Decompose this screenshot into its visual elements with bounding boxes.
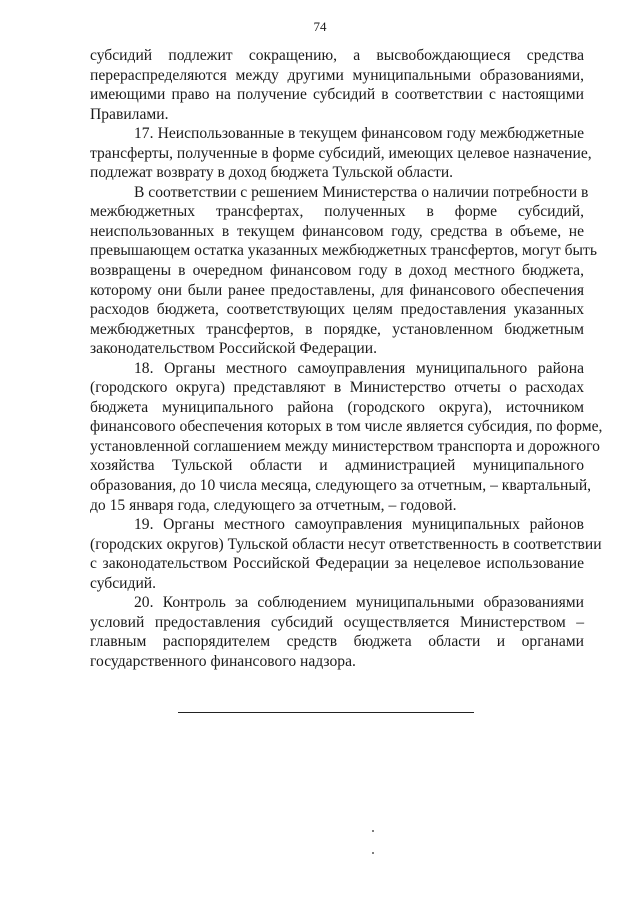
text-line: межбюджетных трансфертах, полученных в форме субсидий, — [90, 203, 584, 221]
paragraph-item-19 — [90, 515, 602, 593]
text-line: В соответствии с решением Министерства о наличии потребности в — [134, 183, 589, 201]
text-line: бюджета муниципального района (городского округа), источником — [90, 398, 584, 416]
text-line: субсидий. — [90, 574, 157, 592]
paragraph-continuation — [90, 46, 584, 124]
document-body — [90, 46, 603, 672]
text-line: государственного финансового надзора. — [90, 652, 356, 670]
text-line: 18. Органы местного самоуправления муниципального района — [134, 359, 584, 377]
text-line: (городского округа) представляют в Министерство отчеты о расходах — [90, 379, 584, 397]
text-line: превышающем остатка указанных межбюджетных трансфертов, могут быть — [90, 242, 597, 260]
end-of-text-rule — [178, 712, 474, 713]
text-line: финансового обеспечения которых в том числе является субсидия, по форме, — [90, 418, 603, 436]
text-line: хозяйства Тульской области и администрацией муниципального — [90, 457, 584, 475]
text-line: трансферты, полученные в форме субсидий, имеющих целевое назначение, — [90, 144, 592, 162]
text-line: с законодательством Российской Федерации за нецелевое использование — [90, 555, 584, 573]
text-line: расходов бюджета, соответствующих целям предоставления указанных — [90, 301, 584, 319]
text-line: до 15 января года, следующего за отчетным, – годовой. — [90, 496, 457, 514]
paragraph-item-18 — [90, 359, 603, 515]
paragraph-item-17 — [90, 124, 592, 183]
page-number: 74 — [313, 19, 327, 34]
text-line: субсидий подлежит сокращению, а высвобождающиеся средства — [90, 47, 584, 64]
paragraph-item-20 — [90, 593, 584, 671]
text-line: Правилами. — [90, 105, 169, 123]
text-line: перераспределяются между другими муниципальными образованиями, — [90, 66, 584, 84]
text-line: имеющими право на получение субсидий в соответствии с настоящими — [90, 86, 584, 104]
text-line: возвращены в очередном финансовом году в доход местного бюджета, — [90, 262, 584, 280]
text-line: которому они были ранее предоставлены, для финансового обеспечения — [90, 281, 584, 299]
text-line: 17. Неиспользованные в текущем финансовом году межбюджетные — [134, 125, 584, 143]
text-line: условий предоставления субсидий осуществляется Министерством – — [90, 613, 584, 631]
scan-speck — [372, 852, 374, 854]
text-line: (городских округов) Тульской области несут ответственность в соответствии — [90, 535, 602, 553]
text-line: установленной соглашением между министерством транспорта и дорожного — [90, 437, 600, 455]
scan-speck — [372, 830, 374, 832]
text-line: 19. Органы местного самоуправления муниципальных районов — [134, 516, 584, 534]
text-line: межбюджетных трансфертов, в порядке, установленном бюджетным — [90, 320, 584, 338]
text-line: главным распорядителем средств бюджета области и органами — [90, 633, 584, 651]
text-line: 20. Контроль за соблюдением муниципальными образованиями — [134, 594, 584, 612]
text-line: законодательством Российской Федерации. — [90, 340, 377, 358]
text-line: образования, до 10 числа месяца, следующего за отчетным, – квартальный, — [90, 477, 592, 495]
paragraph-item-17-decision — [90, 183, 597, 359]
text-line: подлежат возврату в доход бюджета Тульской области. — [90, 164, 454, 182]
text-line: неиспользованных в текущем финансовом году, средства в объеме, не — [90, 222, 584, 240]
